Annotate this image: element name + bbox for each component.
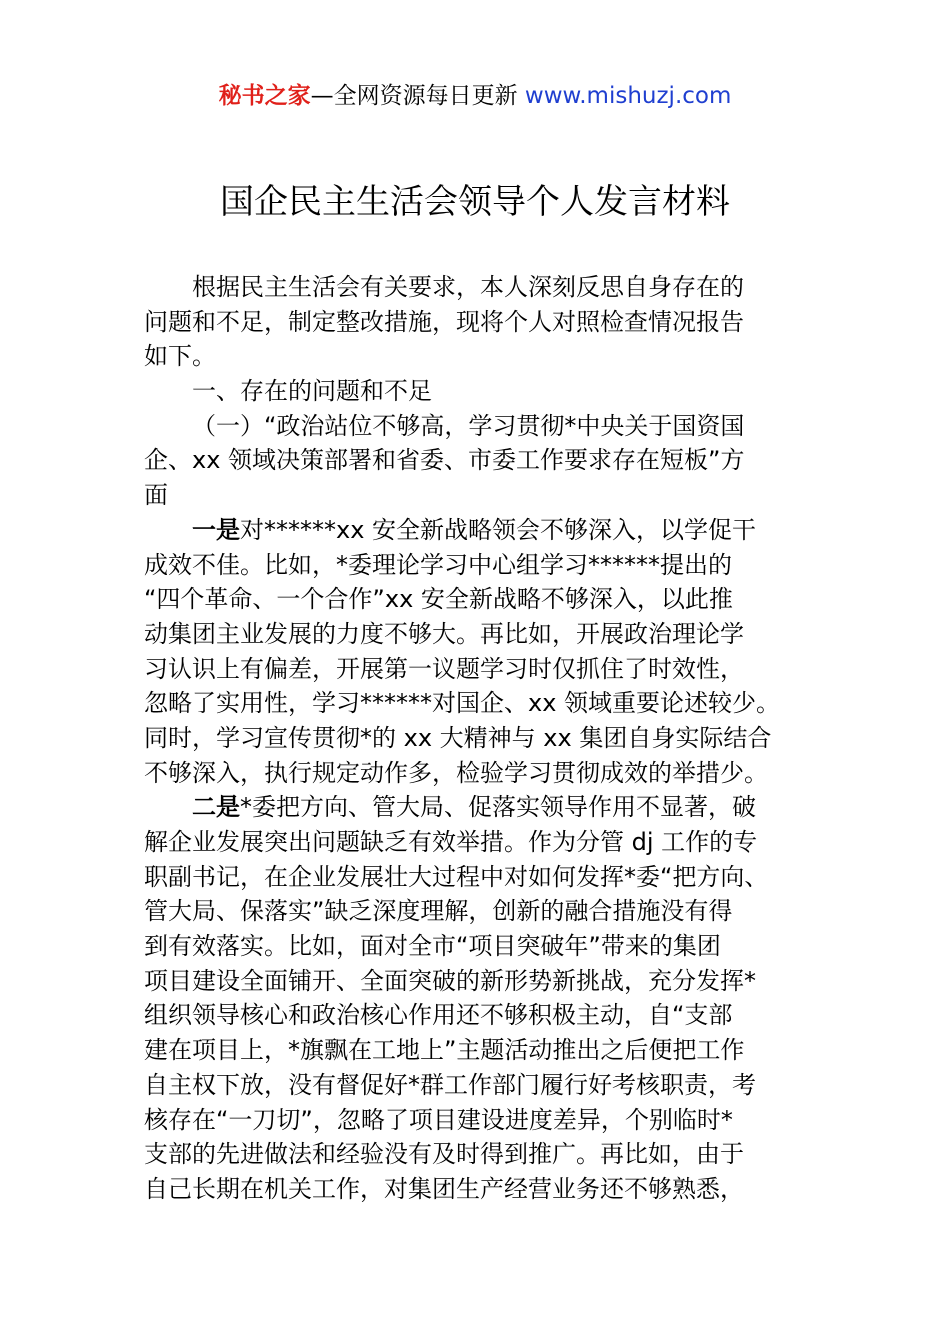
paragraph-line	[144, 1103, 812, 1138]
paragraph-line	[144, 1033, 812, 1068]
paragraph-line	[144, 894, 812, 929]
line-text: 到有效落实。比如，面对全市“项目突破年”带来的集团	[144, 932, 721, 961]
line-text: 根据民主生活会有关要求，本人深刻反思自身存在的	[192, 273, 744, 301]
line-text: 不够深入，执行规定动作多，检验学习贯彻成效的举措少。	[144, 758, 768, 787]
line-text: 企、xx 领域决策部署和省委、市委工作要求存在短板”方	[144, 446, 745, 475]
header-tagline: —全网资源每日更新	[310, 83, 525, 109]
paragraph-line	[144, 686, 812, 721]
line-text: “四个革命、一个合作”xx 安全新战略不够深入，以此推	[144, 585, 733, 614]
paragraph-line	[144, 652, 812, 687]
line-text: 面	[144, 481, 168, 510]
line-text: 习认识上有偏差，开展第一议题学习时仅抓住了时效性，	[144, 654, 744, 683]
line-text: *委把方向、管大局、促落实领导作用不显著，破	[240, 793, 756, 822]
line-text: 成效不佳。比如，*委理论学习中心组学习******提出的	[144, 550, 732, 579]
paragraph-line	[144, 513, 812, 548]
paragraph-line	[144, 339, 812, 374]
paragraph-line	[144, 1137, 812, 1172]
line-text: 管大局、保落实”缺乏深度理解，创新的融合措施没有得	[144, 897, 733, 926]
line-lead: 一是	[192, 515, 240, 544]
paragraph-line	[144, 1172, 812, 1207]
line-text: 忽略了实用性，学习******对国企、xx 领域重要论述较少。	[144, 689, 781, 718]
line-text: 支部的先进做法和经验没有及时得到推广。再比如，由于	[144, 1140, 744, 1169]
paragraph-line	[144, 860, 812, 895]
line-text: 职副书记，在企业发展壮大过程中对如何发挥*委“把方向、	[144, 862, 769, 891]
line-text: （一）“政治站位不够高，学习贯彻*中央关于国资国	[192, 411, 745, 440]
paragraph-line	[144, 582, 812, 617]
line-text: 核存在“一刀切”，忽略了项目建设进度差异，个别临时*	[144, 1105, 733, 1134]
paragraph-line	[144, 305, 812, 340]
line-text: 建在项目上，*旗飘在工地上”主题活动推出之后便把工作	[144, 1036, 745, 1065]
section-heading	[144, 374, 812, 409]
line-text: 问题和不足，制定整改措施，现将个人对照检查情况报告	[144, 307, 744, 336]
paragraph-line	[144, 929, 812, 964]
site-url-link[interactable]: www.mishuzj.com	[524, 83, 732, 109]
line-text: 动集团主业发展的力度不够大。再比如，开展政治理论学	[144, 619, 744, 648]
paragraph-line	[144, 721, 812, 756]
line-text: 自己长期在机关工作，对集团生产经营业务还不够熟悉，	[144, 1174, 744, 1203]
paragraph-line	[144, 825, 812, 860]
subsection-heading	[144, 443, 812, 478]
line-text: 组织领导核心和政治核心作用还不够积极主动，自“支部	[144, 1001, 733, 1030]
line-text: 自主权下放，没有督促好*群工作部门履行好考核职责，考	[144, 1070, 756, 1099]
subsection-heading	[144, 409, 812, 444]
paragraph-line	[144, 998, 812, 1033]
document-title: 国企民主生活会领导个人发言材料	[220, 182, 730, 222]
line-text: 对******xx 安全新战略领会不够深入，以学促干	[240, 515, 757, 544]
document-body	[144, 270, 812, 1207]
line-text: 一、存在的问题和不足	[192, 377, 432, 406]
site-brand: 秘书之家	[218, 83, 311, 109]
paragraph-line	[144, 790, 812, 825]
line-text: 如下。	[144, 342, 216, 371]
paragraph-line	[144, 270, 812, 305]
subsection-heading	[144, 478, 812, 513]
paragraph-line	[144, 756, 812, 791]
line-text: 解企业发展突出问题缺乏有效举措。作为分管 dj 工作的专	[144, 828, 758, 856]
line-text: 项目建设全面铺开、全面突破的新形势新挑战，充分发挥*	[144, 966, 756, 995]
site-header	[0, 80, 950, 112]
paragraph-line	[144, 1068, 812, 1103]
line-text: 同时，学习宣传贯彻*的 xx 大精神与 xx 集团自身实际结合	[144, 723, 772, 752]
paragraph-line	[144, 617, 812, 652]
line-lead: 二是	[192, 793, 240, 822]
paragraph-line	[144, 964, 812, 999]
paragraph-line	[144, 548, 812, 583]
